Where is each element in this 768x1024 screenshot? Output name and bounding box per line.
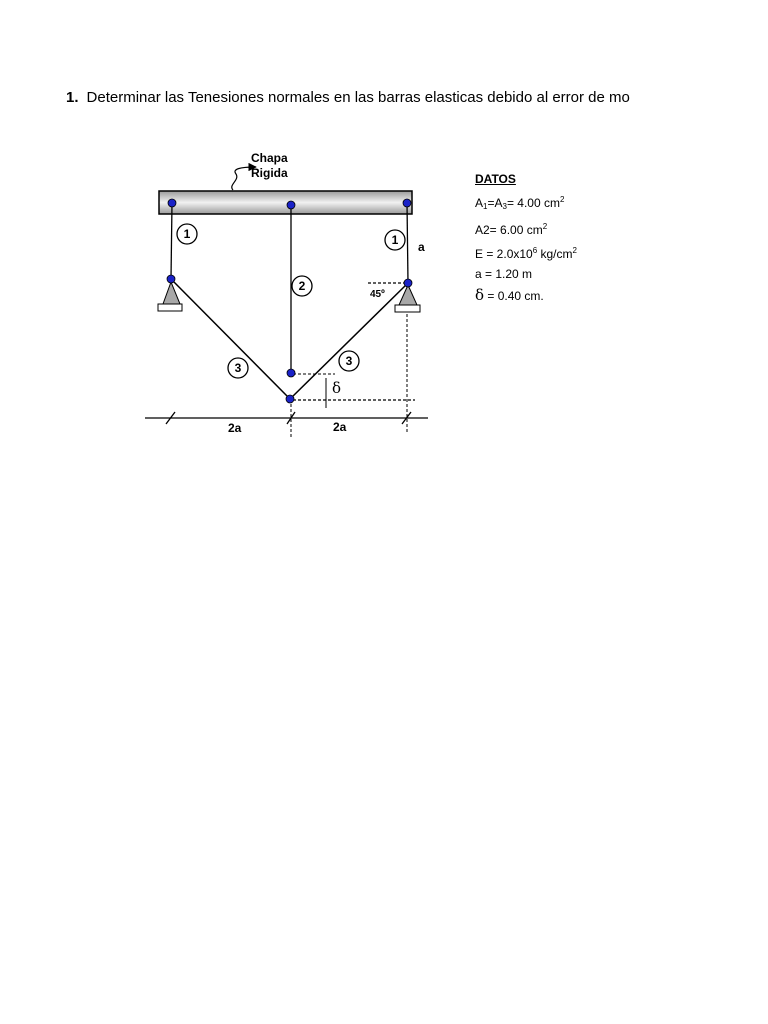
- span-right-label: 2a: [333, 420, 347, 434]
- bar-3-left-marker: [228, 358, 248, 378]
- datos-title: DATOS: [475, 172, 516, 186]
- datos-length-a: a = 1.20 m: [475, 267, 533, 281]
- node-support-left: [167, 275, 175, 283]
- dimension-a-label: a: [418, 240, 425, 254]
- bar-1-right-marker: [385, 230, 405, 250]
- rigid-plate: [159, 191, 412, 214]
- node-plate-center: [287, 201, 295, 209]
- plate-label-rigida: Rigida: [251, 166, 288, 180]
- bar-1-right: [407, 203, 408, 283]
- bar-1-left-marker: [177, 224, 197, 244]
- delta-label: δ: [332, 379, 342, 397]
- datos-panel: [475, 169, 577, 306]
- plate-label-chapa: Chapa: [251, 151, 288, 165]
- bar-3-left: [171, 279, 290, 399]
- datos-delta: δ = 0.40 cm.: [475, 285, 544, 304]
- datos-area-1-3: $A_1=A_3= 4.00$ $cm^2$: [475, 194, 565, 211]
- node-plate-left: [168, 199, 176, 207]
- angle-label: 45º: [370, 289, 385, 300]
- bar-2-marker: [292, 276, 312, 296]
- bar-3-right: [290, 283, 408, 399]
- node-plate-right: [403, 199, 411, 207]
- bar-2-number: 2: [298, 279, 306, 293]
- node-bottom: [286, 395, 294, 403]
- datos-area-2: A2= 6.00 $cm^2$: [475, 222, 548, 237]
- bar-3-left-number: 3: [234, 361, 242, 375]
- bar-3-right-marker: [339, 351, 359, 371]
- node-bar-2-end: [287, 369, 295, 377]
- span-left-label: 2a: [228, 421, 242, 435]
- bar-3-right-number: 3: [345, 354, 353, 368]
- problem-text: Determinar las Tenesiones normales en las barras elasticas debido al error de mo: [86, 89, 630, 106]
- bar-1-right-number: 1: [391, 233, 399, 247]
- right-support-base: [395, 305, 420, 312]
- right-support: [399, 285, 417, 305]
- left-support-base: [158, 304, 182, 311]
- problem-number: 1.: [66, 89, 79, 106]
- datos-modulus: $E = 2.0x10^6$ $kg/cm^2$: [475, 245, 577, 261]
- node-support-right: [404, 279, 412, 287]
- bar-1-left-number: 1: [183, 227, 191, 241]
